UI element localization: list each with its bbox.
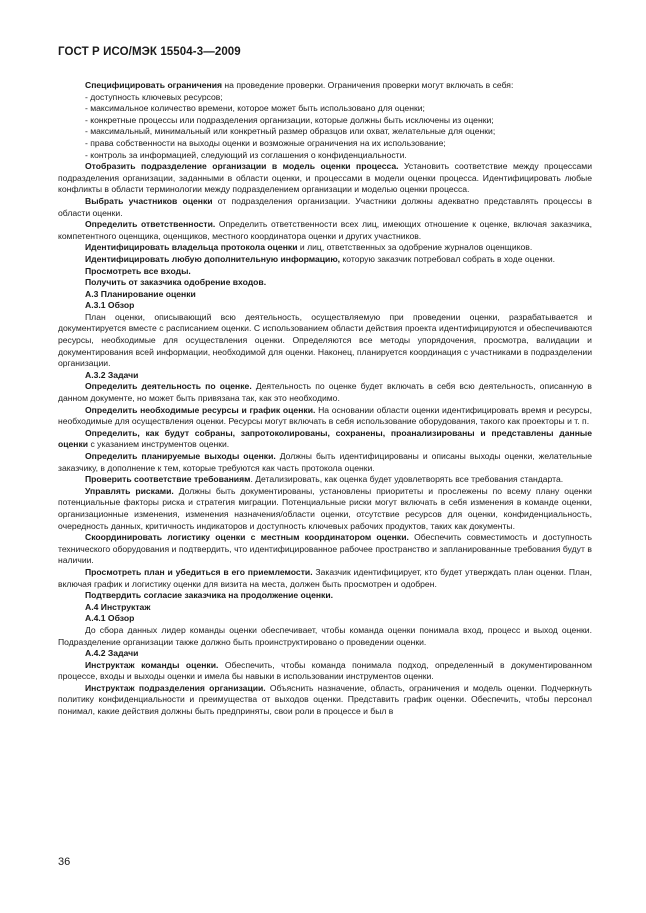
paragraph bbox=[58, 242, 592, 254]
list-item-text: - максимальное количество времени, которое может быть использовано для оценки; bbox=[85, 103, 425, 114]
paragraph-lead: Проверить соответствие требованиям bbox=[85, 474, 251, 485]
paragraph-text: от подразделения организации. Участники должны адекватно представлять процессы в области оценки. bbox=[58, 195, 592, 218]
paragraph-lead: А.3.2 Задачи bbox=[85, 369, 139, 380]
paragraph-lead: Получить от заказчика одобрение входов. bbox=[85, 277, 267, 288]
paragraph bbox=[58, 474, 592, 486]
paragraph bbox=[58, 196, 592, 219]
paragraph-lead: Определить ответственности. bbox=[85, 219, 216, 230]
paragraph bbox=[58, 300, 592, 312]
paragraph-text: До сбора данных лидер команды оценки обеспечивает, чтобы команда оценки понимала вход, процесс и выход оценки. Подразделение организации также должно быть проинструктировано о проведении оценки. bbox=[58, 624, 592, 647]
paragraph bbox=[58, 312, 592, 370]
paragraph-lead: Инструктаж команды оценки. bbox=[85, 659, 219, 670]
paragraph-lead: Определить планируемые выходы оценки. bbox=[85, 451, 276, 461]
paragraph-text: На основании области оценки идентифицировать время и ресурсы, необходимые для осуществления оценки. Ресурсы могут включать в себя использование оборудования, такого как проекторы и т. п. bbox=[58, 404, 592, 427]
paragraph bbox=[58, 660, 592, 683]
paragraph bbox=[58, 613, 592, 625]
document-header: ГОСТ Р ИСО/МЭК 15504-3—2009 bbox=[58, 46, 241, 58]
paragraph-text: с указанием инструментов оценки. bbox=[88, 439, 230, 450]
paragraph-text: Объяснить назначение, область, ограничения и модель оценки. Подчеркнуть политику конфиденциальности и преимущества от выходов оценки. Представить график оценки. Обеспечить, чтобы персонал понимал, какие действия должны быть предприняты, свои роли в процессе и был в bbox=[58, 682, 592, 717]
paragraph bbox=[58, 277, 592, 289]
paragraph bbox=[58, 370, 592, 382]
paragraph-text: Обеспечить, чтобы команда понимала подход, определенный в документированном процессе, входы и выходы оценки и имела бы навыки в использовании инструментов оценки. bbox=[58, 659, 593, 682]
list-item bbox=[58, 150, 592, 162]
paragraph-lead: Идентифицировать любую дополнительную информацию, bbox=[85, 253, 341, 264]
document-body bbox=[58, 80, 592, 718]
paragraph-lead: А.4.2 Задачи bbox=[85, 648, 139, 659]
list-item bbox=[58, 103, 592, 115]
paragraph-lead: Инструктаж подразделения организации. bbox=[85, 682, 266, 693]
paragraph bbox=[58, 219, 592, 242]
paragraph bbox=[58, 289, 592, 301]
paragraph-text: на проведение проверки. Ограничения проверки могут включать в себя: bbox=[222, 80, 514, 90]
paragraph-lead: Скоординировать логистику оценки с местным координатором оценки. bbox=[85, 532, 409, 543]
paragraph-lead: Выбрать участников оценки bbox=[85, 195, 213, 206]
list-item-text: - права собственности на выходы оценки и возможные ограничения на их использование; bbox=[85, 137, 446, 148]
paragraph-text: Обеспечить совместимость и доступность технического оборудования и подтвердить, что идентифицированное рабочее пространство и запланированные требования будут в наличии. bbox=[58, 532, 592, 566]
paragraph bbox=[58, 683, 592, 718]
paragraph-text: Должны быть идентифицированы и описаны выходы оценки, желательные заказчику, в дополнение к тем, которые требуются как часть протокола оценки. bbox=[58, 451, 592, 473]
paragraph-lead: Управлять рисками. bbox=[85, 485, 174, 496]
paragraph-lead: Определить необходимые ресурсы и график оценки. bbox=[85, 404, 316, 415]
list-item bbox=[58, 92, 592, 104]
paragraph-lead: Просмотреть все входы. bbox=[85, 265, 191, 276]
paragraph-lead: Просмотреть план и убедиться в его приемлемости. bbox=[85, 566, 313, 577]
paragraph bbox=[58, 161, 592, 196]
paragraph bbox=[58, 428, 592, 451]
paragraph-lead: Отобразить подразделение организации в модель оценки процесса. bbox=[85, 161, 399, 172]
paragraph bbox=[58, 266, 592, 278]
paragraph bbox=[58, 648, 592, 660]
paragraph-text: . Детализировать, как оценка будет удовлетворять все требования стандарта. bbox=[250, 474, 564, 485]
paragraph-lead: А.3 Планирование оценки bbox=[85, 288, 196, 299]
paragraph bbox=[58, 80, 592, 92]
paragraph-lead: А.4 Инструктаж bbox=[85, 601, 151, 612]
paragraph bbox=[58, 381, 592, 404]
paragraph-lead: А.4.1 Обзор bbox=[85, 613, 135, 624]
paragraph bbox=[58, 602, 592, 614]
paragraph-lead: А.3.1 Обзор bbox=[85, 300, 135, 311]
paragraph-lead: Определить деятельность по оценке. bbox=[85, 381, 252, 392]
paragraph-lead: Определить, как будут собраны, запротоколированы, сохранены, проанализированы и представлены данные оценки bbox=[58, 427, 592, 450]
paragraph-text: которую заказчик потребовал собрать в ходе оценки. bbox=[340, 253, 556, 264]
list-item bbox=[58, 138, 592, 150]
paragraph bbox=[58, 451, 592, 474]
paragraph-lead: Подтвердить согласие заказчика на продолжение оценки. bbox=[85, 590, 334, 601]
list-item bbox=[58, 115, 592, 127]
paragraph-text: Должны быть документированы, установлены приоритеты и прослежены по всему плану оценки потенциальные факторы риска и стратегия миграции. Потенциальные риски могут включать в себя изменения в команде оценки, организационные изменения, изменения назначения/области оценки, отсутствие ресурсов для оценки, конфиденциальность, очередность данных, критичность индикаторов и доступность ключевых рабочих продуктов, таких как документы. bbox=[58, 485, 592, 531]
paragraph-lead: Специфицировать ограничения bbox=[85, 80, 223, 90]
paragraph-text: и лиц, ответственных за одобрение журналов оценщиков. bbox=[297, 242, 533, 253]
paragraph bbox=[58, 405, 592, 428]
list-item bbox=[58, 126, 592, 138]
list-item-text: - доступность ключевых ресурсов; bbox=[85, 91, 223, 102]
paragraph bbox=[58, 532, 592, 567]
paragraph bbox=[58, 254, 592, 266]
paragraph-text: Заказчик идентифицирует, кто будет утверждать план оценки. План, включая график и логистику оценки для визита на места, должен быть просмотрен и одобрен. bbox=[58, 566, 592, 589]
page-number: 36 bbox=[58, 856, 71, 868]
list-item-text: - контроль за информацией, следующий из соглашения о конфиденциальности. bbox=[85, 149, 407, 160]
paragraph bbox=[58, 567, 592, 590]
paragraph bbox=[58, 486, 592, 532]
list-item-text: - максимальный, минимальный или конкретный размер образцов или охват, желательные для оценки; bbox=[85, 126, 496, 137]
list-item-text: - конкретные процессы или подразделения организации, которые должны быть исключены из оценки; bbox=[85, 114, 494, 125]
paragraph-text: Определить ответственности всех лиц, имеющих отношение к оценке, включая заказчика, компетентного оценщика, оценщиков, местного координатора оценки и других участников. bbox=[58, 219, 592, 241]
paragraph-text: Деятельность по оценке будет включать в себя всю деятельность, описанную в данном документе, но может быть привязана так, как это необходимо. bbox=[58, 381, 592, 404]
paragraph-text: Установить соответствие между процессами подразделения организации, заданными в области оценки, и процессами в модели оценки процесса. Идентифицировать любые конфликты в области терминологии между подразделением организации и моделью оценки процесса. bbox=[58, 161, 592, 195]
paragraph bbox=[58, 590, 592, 602]
paragraph bbox=[58, 625, 592, 648]
paragraph-lead: Идентифицировать владельца протокола оценки bbox=[85, 242, 298, 253]
paragraph-text: План оценки, описывающий всю деятельность, осуществляемую при проведении оценки, разрабатывается и документируется вместе с расписанием оценки. С использованием области действия проекта идентифицируются и обеспечиваются ресурсы, необходимые для осуществления оценки. Определяются все методы упорядочения, просмотра, валидации и документирования всей информации, необходимой для оценки. Наконец, планируется координация с участниками в подразделении организации. bbox=[58, 311, 592, 369]
